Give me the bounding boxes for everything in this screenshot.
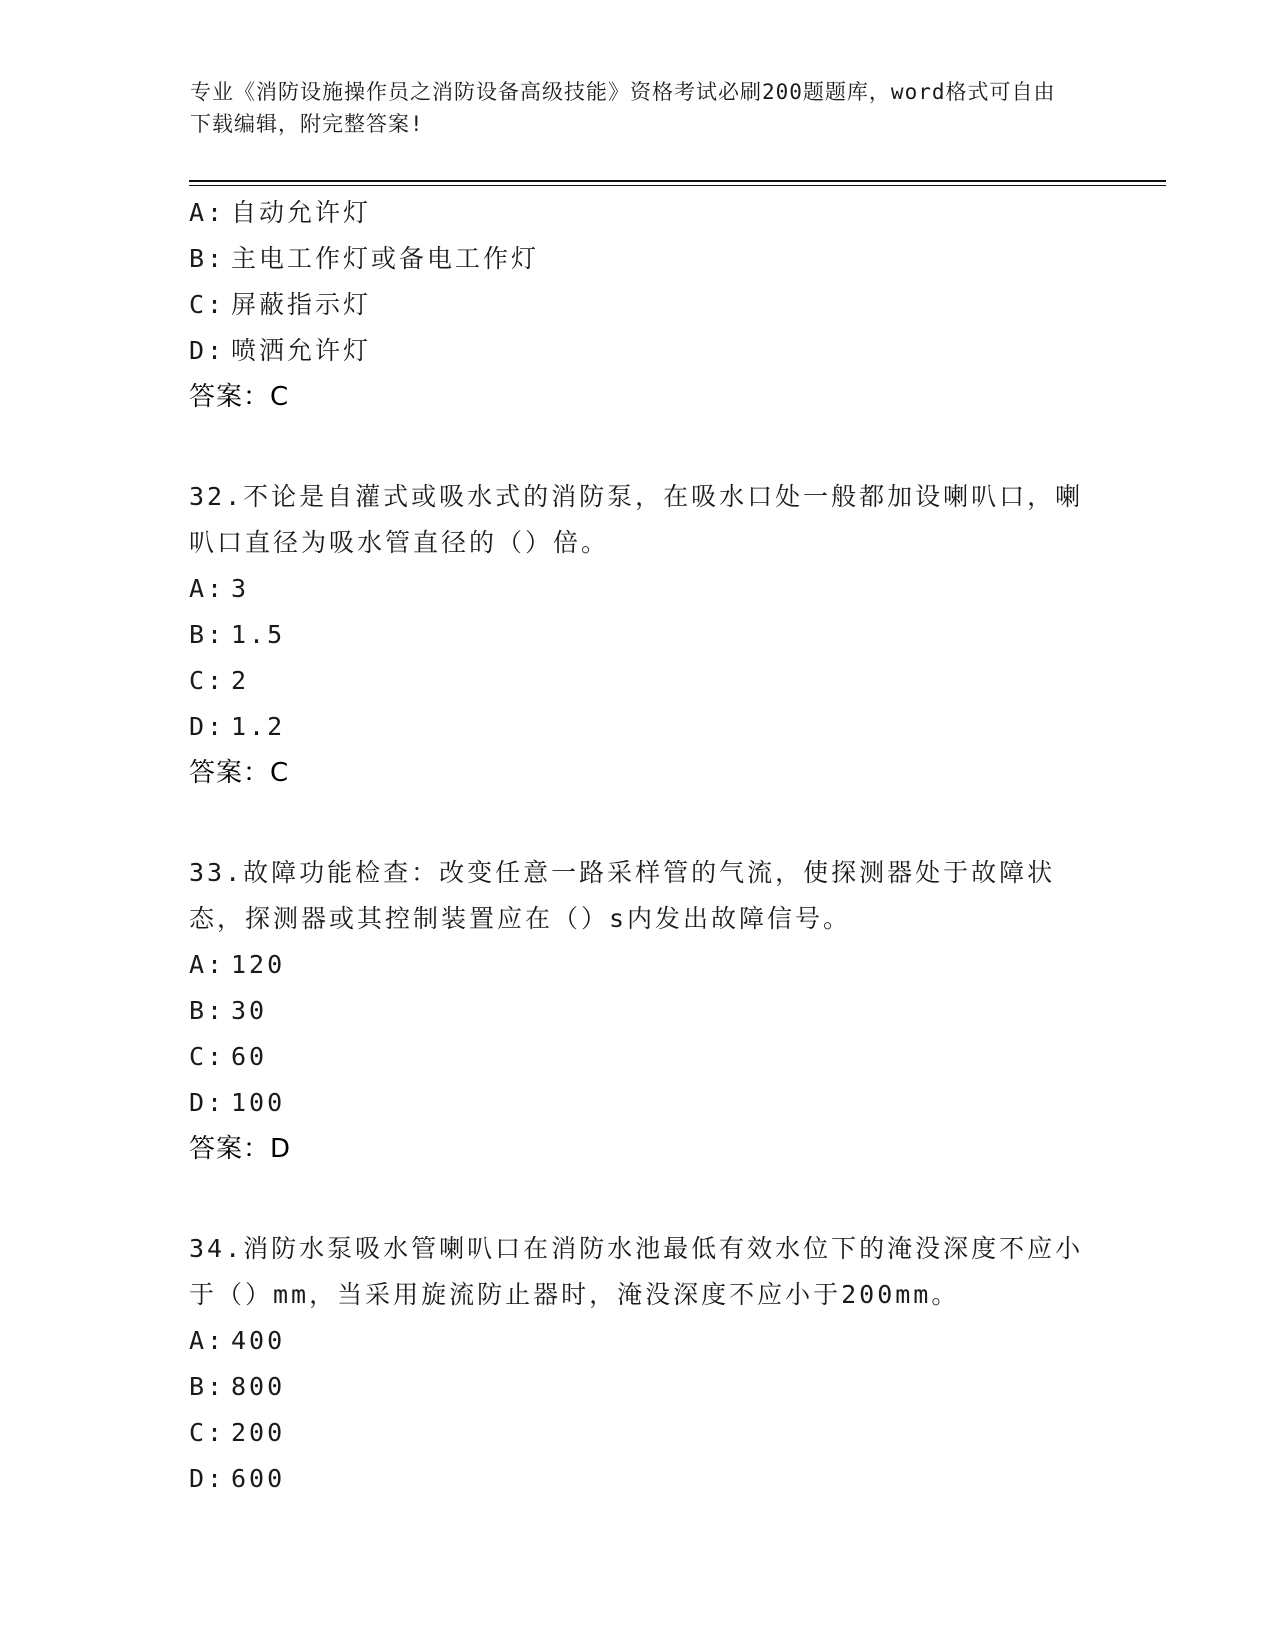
option-letter: D: (189, 712, 226, 741)
option-c (189, 1034, 1089, 1080)
option-b (189, 1364, 1089, 1410)
option-a (189, 190, 1089, 236)
option-text: 800 (231, 1372, 286, 1401)
option-d (189, 704, 1089, 750)
question-list (189, 190, 1089, 1552)
answer-line: 答案：C (189, 382, 290, 412)
option-letter: C: (189, 1042, 226, 1071)
option-letter: B: (189, 620, 226, 649)
option-c (189, 658, 1089, 704)
option-letter: A: (189, 950, 226, 979)
option-letter: D: (189, 336, 226, 365)
option-c (189, 282, 1089, 328)
option-b (189, 988, 1089, 1034)
option-text: 喷洒允许灯 (231, 336, 372, 365)
option-text: 2 (231, 666, 250, 695)
option-letter: A: (189, 574, 226, 603)
option-text: 30 (231, 996, 268, 1025)
option-text: 600 (231, 1464, 286, 1493)
option-a (189, 942, 1089, 988)
option-b (189, 236, 1089, 282)
question-block (189, 470, 1089, 796)
option-letter: D: (189, 1464, 226, 1493)
option-letter: D: (189, 1088, 226, 1117)
question-stem: 33.故障功能检查：改变任意一路采样管的气流，使探测器处于故障状态，探测器或其控制装置应在（）s内发出故障信号。 (189, 858, 1056, 933)
question-block (189, 1222, 1089, 1502)
option-letter: C: (189, 1418, 226, 1447)
option-text: 100 (231, 1088, 286, 1117)
option-text: 200 (231, 1418, 286, 1447)
option-d (189, 1080, 1089, 1126)
question-stem: 32.不论是自灌式或吸水式的消防泵，在吸水口处一般都加设喇叭口，喇叭口直径为吸水管直径的（）倍。 (189, 482, 1084, 557)
question-block (189, 190, 1089, 420)
answer-line: 答案：D (189, 1134, 292, 1164)
option-letter: B: (189, 244, 226, 273)
option-d (189, 1456, 1089, 1502)
option-text: 1.5 (231, 620, 286, 649)
header-rule-thick (189, 180, 1166, 182)
option-letter: A: (189, 198, 226, 227)
header-rule-thin (189, 185, 1166, 186)
option-text: 屏蔽指示灯 (231, 290, 372, 319)
answer-line: 答案：C (189, 758, 290, 788)
option-a (189, 1318, 1089, 1364)
option-a (189, 566, 1089, 612)
option-text: 60 (231, 1042, 268, 1071)
option-text: 自动允许灯 (231, 198, 372, 227)
option-text: 120 (231, 950, 286, 979)
option-letter: B: (189, 1372, 226, 1401)
option-letter: A: (189, 1326, 226, 1355)
option-letter: B: (189, 996, 226, 1025)
page-title: 专业《消防设施操作员之消防设备高级技能》资格考试必刷200题题库，word格式可自由下载编辑，附完整答案! (190, 80, 1056, 136)
question-stem: 34.消防水泵吸水管喇叭口在消防水池最低有效水位下的淹没深度不应小于（）mm，当采用旋流防止器时，淹没深度不应小于200mm。 (189, 1234, 1084, 1309)
option-d (189, 328, 1089, 374)
question-block (189, 846, 1089, 1172)
option-c (189, 1410, 1089, 1456)
option-text: 1.2 (231, 712, 286, 741)
option-text: 3 (231, 574, 250, 603)
option-b (189, 612, 1089, 658)
option-letter: C: (189, 290, 226, 319)
option-letter: C: (189, 666, 226, 695)
option-text: 主电工作灯或备电工作灯 (231, 244, 540, 273)
option-text: 400 (231, 1326, 286, 1355)
